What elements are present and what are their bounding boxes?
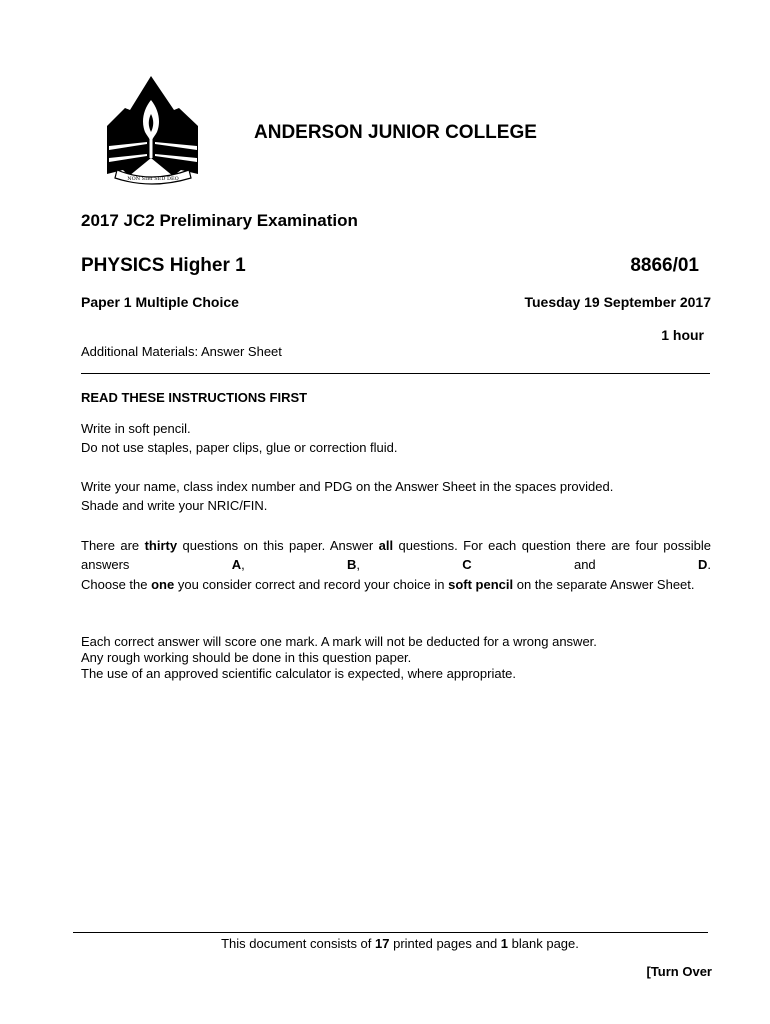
instruction-line: Do not use staples, paper clips, glue or correction fluid. (81, 440, 398, 455)
college-name: ANDERSON JUNIOR COLLEGE (254, 122, 537, 143)
instruction-line: Shade and write your NRIC/FIN. (81, 498, 268, 513)
paper-code: 8866/01 (630, 255, 699, 276)
additional-materials: Additional Materials: Answer Sheet (81, 344, 282, 359)
page-count-note: This document consists of 17 printed pages and 1 blank page. (221, 936, 579, 951)
footer-divider (73, 932, 708, 933)
instruction-line: The use of an approved scientific calculator is expected, where appropriate. (81, 666, 517, 681)
instruction-paragraph-questions: There are thirty questions on this paper. Answer all questions. For each question there are four possible answers A, B, C and D. (81, 538, 711, 572)
instruction-line: Any rough working should be done in this question paper. (81, 650, 412, 665)
instructions-heading: READ THESE INSTRUCTIONS FIRST (81, 390, 308, 405)
exam-duration: 1 hour (661, 327, 704, 343)
exam-title: 2017 JC2 Preliminary Examination (81, 211, 358, 230)
instruction-line: Write in soft pencil. (81, 421, 191, 436)
instruction-line: Each correct answer will score one mark. A mark will not be deducted for a wrong answer. (81, 634, 597, 649)
paper-name: Paper 1 Multiple Choice (81, 294, 239, 310)
instruction-line: Write your name, class index number and PDG on the Answer Sheet in the spaces provided. (81, 479, 614, 494)
exam-date: Tuesday 19 September 2017 (524, 294, 711, 310)
instruction-paragraph-choose: Choose the one you consider correct and record your choice in soft pencil on the separate Answer Sheet. (81, 577, 695, 592)
turn-over-label: [Turn Over (646, 964, 712, 979)
crest-motto-text: NON SIBI SED DEO (127, 176, 179, 182)
header-divider (81, 373, 710, 374)
college-crest-logo (103, 74, 203, 186)
subject-title: PHYSICS Higher 1 (81, 255, 246, 276)
